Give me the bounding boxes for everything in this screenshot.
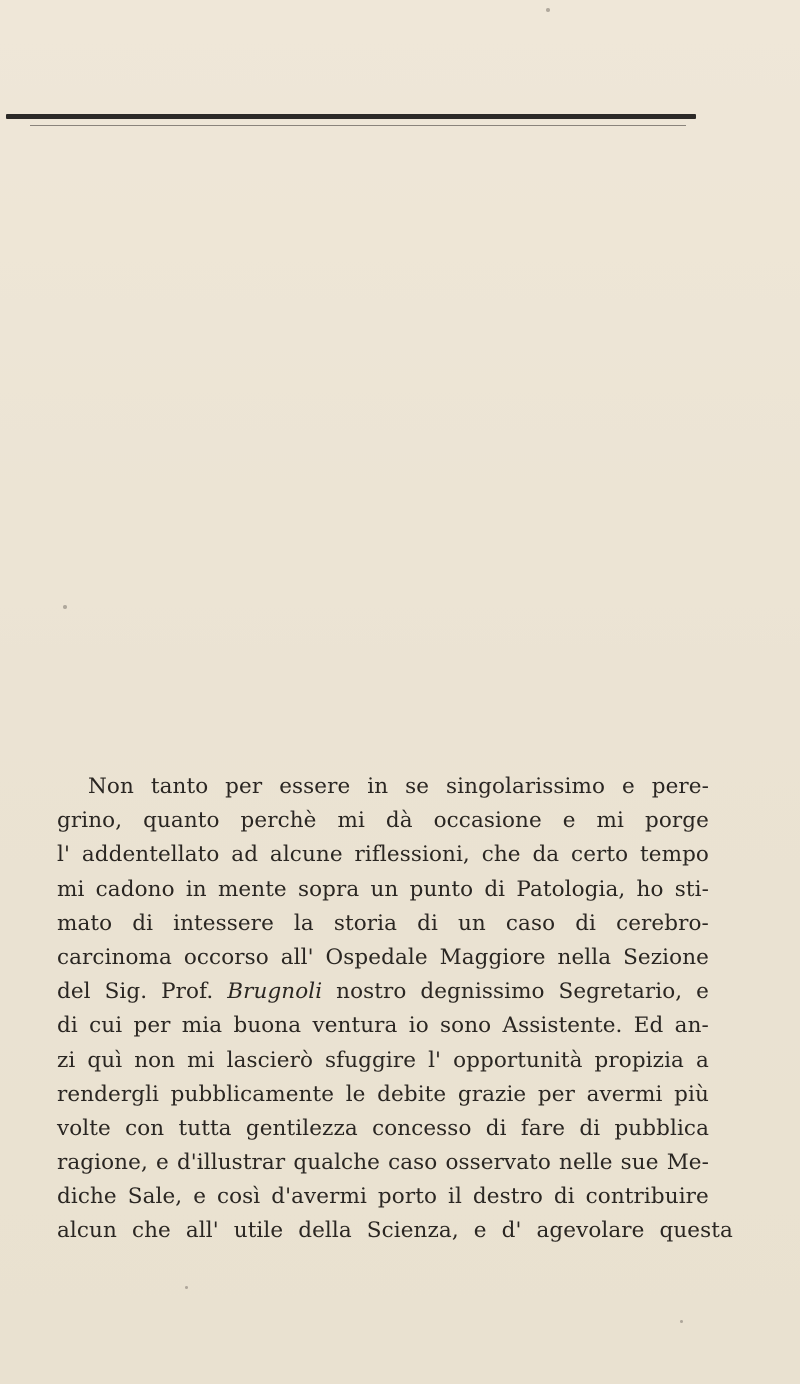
word: mato <box>57 910 113 936</box>
word: di <box>485 1115 507 1141</box>
text-line <box>57 838 709 872</box>
word: fare <box>520 1115 566 1141</box>
text-line <box>57 941 709 975</box>
word: degnissimo <box>420 979 545 1005</box>
text-line <box>57 1214 733 1248</box>
word: per <box>133 1013 171 1039</box>
word: per <box>537 1081 575 1107</box>
word: più <box>674 1081 709 1107</box>
word: nella <box>557 944 612 970</box>
text-line <box>57 1044 709 1078</box>
word: e <box>696 979 709 1005</box>
word: osservato <box>445 1150 551 1176</box>
text-line <box>57 804 709 838</box>
word: an- <box>674 1013 709 1039</box>
text-line <box>57 1009 709 1043</box>
word: alcun <box>57 1218 117 1244</box>
word: le <box>345 1081 366 1107</box>
word: un <box>370 876 399 902</box>
word: mia <box>181 1013 223 1039</box>
word: Segretario, <box>558 979 683 1005</box>
word: diche <box>57 1184 117 1210</box>
word: storia <box>333 910 398 936</box>
word: e <box>562 808 576 834</box>
word: addentellato <box>81 842 220 868</box>
word: quì <box>87 1047 123 1073</box>
word: rendergli <box>57 1081 160 1107</box>
word: di <box>575 910 597 936</box>
word: e <box>156 1150 169 1176</box>
text-line <box>57 907 709 941</box>
word: intessere <box>173 910 274 936</box>
word: tanto <box>150 774 209 799</box>
word: in <box>185 876 207 902</box>
word: non <box>134 1047 176 1073</box>
word: con <box>125 1115 165 1141</box>
word: di <box>57 1013 78 1039</box>
word: l' <box>57 842 70 868</box>
word: debite <box>377 1081 447 1107</box>
top-rule-thick <box>6 114 696 119</box>
word: Sezione <box>623 944 709 970</box>
word: un <box>457 910 486 936</box>
word: di <box>484 876 506 902</box>
word: d'avermi <box>271 1184 367 1210</box>
text-line <box>57 1078 709 1112</box>
word: grino, <box>57 808 123 834</box>
word: questa <box>659 1218 733 1244</box>
word: Non <box>88 774 134 799</box>
word: nostro <box>336 979 407 1005</box>
word: l' <box>428 1047 442 1073</box>
word: lascierò <box>226 1047 314 1073</box>
word: cui <box>89 1013 123 1039</box>
word: pubblica <box>614 1115 709 1141</box>
word: per <box>225 774 263 799</box>
word: quanto <box>143 808 220 834</box>
word: da <box>532 842 560 868</box>
word: Ed <box>633 1013 664 1039</box>
word: ad <box>231 842 259 868</box>
word: propizia <box>594 1047 684 1073</box>
word: la <box>293 910 314 936</box>
word: che <box>131 1218 171 1244</box>
word: volte <box>57 1115 111 1141</box>
word: io <box>408 1013 429 1039</box>
text-line <box>57 1180 709 1214</box>
word: pere- <box>651 774 709 799</box>
word: Me- <box>666 1150 709 1176</box>
word: dà <box>385 808 413 834</box>
word: mi <box>337 808 365 834</box>
word: mi <box>187 1047 215 1073</box>
word: e <box>621 774 635 799</box>
text-line <box>57 873 709 907</box>
word: d'illustrar <box>176 1150 286 1176</box>
text-line <box>57 1146 709 1180</box>
paper-speck <box>680 1320 683 1323</box>
word: sono <box>440 1013 492 1039</box>
word: cerebro- <box>616 910 709 936</box>
text-line <box>57 1112 709 1146</box>
word: utile <box>233 1218 284 1244</box>
word: cadono <box>95 876 175 902</box>
word: gentilezza <box>245 1115 358 1141</box>
word: contribuire <box>585 1184 709 1210</box>
word: a <box>695 1047 709 1073</box>
word: sue <box>620 1150 659 1176</box>
word: zi <box>57 1047 76 1073</box>
word: caso <box>388 1150 438 1176</box>
body-paragraph <box>57 770 733 1249</box>
word: agevolare <box>536 1218 645 1244</box>
word: Maggiore <box>439 944 546 970</box>
word: carcinoma <box>57 944 172 970</box>
word: sfuggire <box>325 1047 417 1073</box>
word: ventura <box>312 1013 398 1039</box>
word: se <box>405 774 430 799</box>
word: porto <box>377 1184 437 1210</box>
word: concesso <box>372 1115 472 1141</box>
word: e <box>473 1218 487 1244</box>
word: di <box>579 1115 601 1141</box>
word: Scienza, <box>366 1218 459 1244</box>
word: destro <box>472 1184 543 1210</box>
word: del <box>57 979 91 1005</box>
word: singolarissimo <box>446 774 606 799</box>
word: Sig. <box>104 979 148 1005</box>
word: sopra <box>297 876 360 902</box>
word: che <box>481 842 521 868</box>
word: sti- <box>674 876 709 902</box>
word: porge <box>644 808 709 834</box>
top-rule-thin <box>30 125 686 126</box>
word: d' <box>501 1218 522 1244</box>
word: perchè <box>240 808 317 834</box>
word: riflessioni, <box>354 842 470 868</box>
word: buona <box>233 1013 302 1039</box>
paper-speck <box>63 605 67 609</box>
word: Brugnoli <box>227 979 323 1005</box>
text-line <box>57 770 709 804</box>
word: in <box>367 774 389 799</box>
word: Patologia, <box>516 876 626 902</box>
word: e <box>193 1184 207 1210</box>
word: di <box>417 910 438 936</box>
word: di <box>132 910 154 936</box>
word: mi <box>57 876 85 902</box>
word: grazie <box>457 1081 527 1107</box>
paper-speck <box>185 1286 188 1289</box>
word: essere <box>279 774 351 799</box>
word: Sale, <box>127 1184 183 1210</box>
word: punto <box>409 876 474 902</box>
word: opportunità <box>453 1047 583 1073</box>
word: caso <box>505 910 556 936</box>
word: il <box>447 1184 462 1210</box>
word: certo <box>571 842 629 868</box>
word: all' <box>280 944 314 970</box>
word: Ospedale <box>325 944 428 970</box>
word: qualche <box>293 1150 380 1176</box>
word: occasione <box>433 808 542 834</box>
text-line <box>57 975 709 1009</box>
word: pubblicamente <box>170 1081 335 1107</box>
word: tutta <box>178 1115 232 1141</box>
word: della <box>298 1218 352 1244</box>
word: nelle <box>559 1150 613 1176</box>
word: Assistente. <box>502 1013 623 1039</box>
word: alcune <box>269 842 343 868</box>
word: tempo <box>640 842 709 868</box>
word: Prof. <box>161 979 214 1005</box>
word: mente <box>217 876 287 902</box>
word: di <box>553 1184 575 1210</box>
word: ragione, <box>57 1150 148 1176</box>
word: ho <box>636 876 664 902</box>
word: occorso <box>183 944 269 970</box>
word: avermi <box>586 1081 663 1107</box>
word: all' <box>185 1218 219 1244</box>
paper-speck <box>546 8 550 12</box>
word: mi <box>596 808 624 834</box>
word: così <box>216 1184 261 1210</box>
